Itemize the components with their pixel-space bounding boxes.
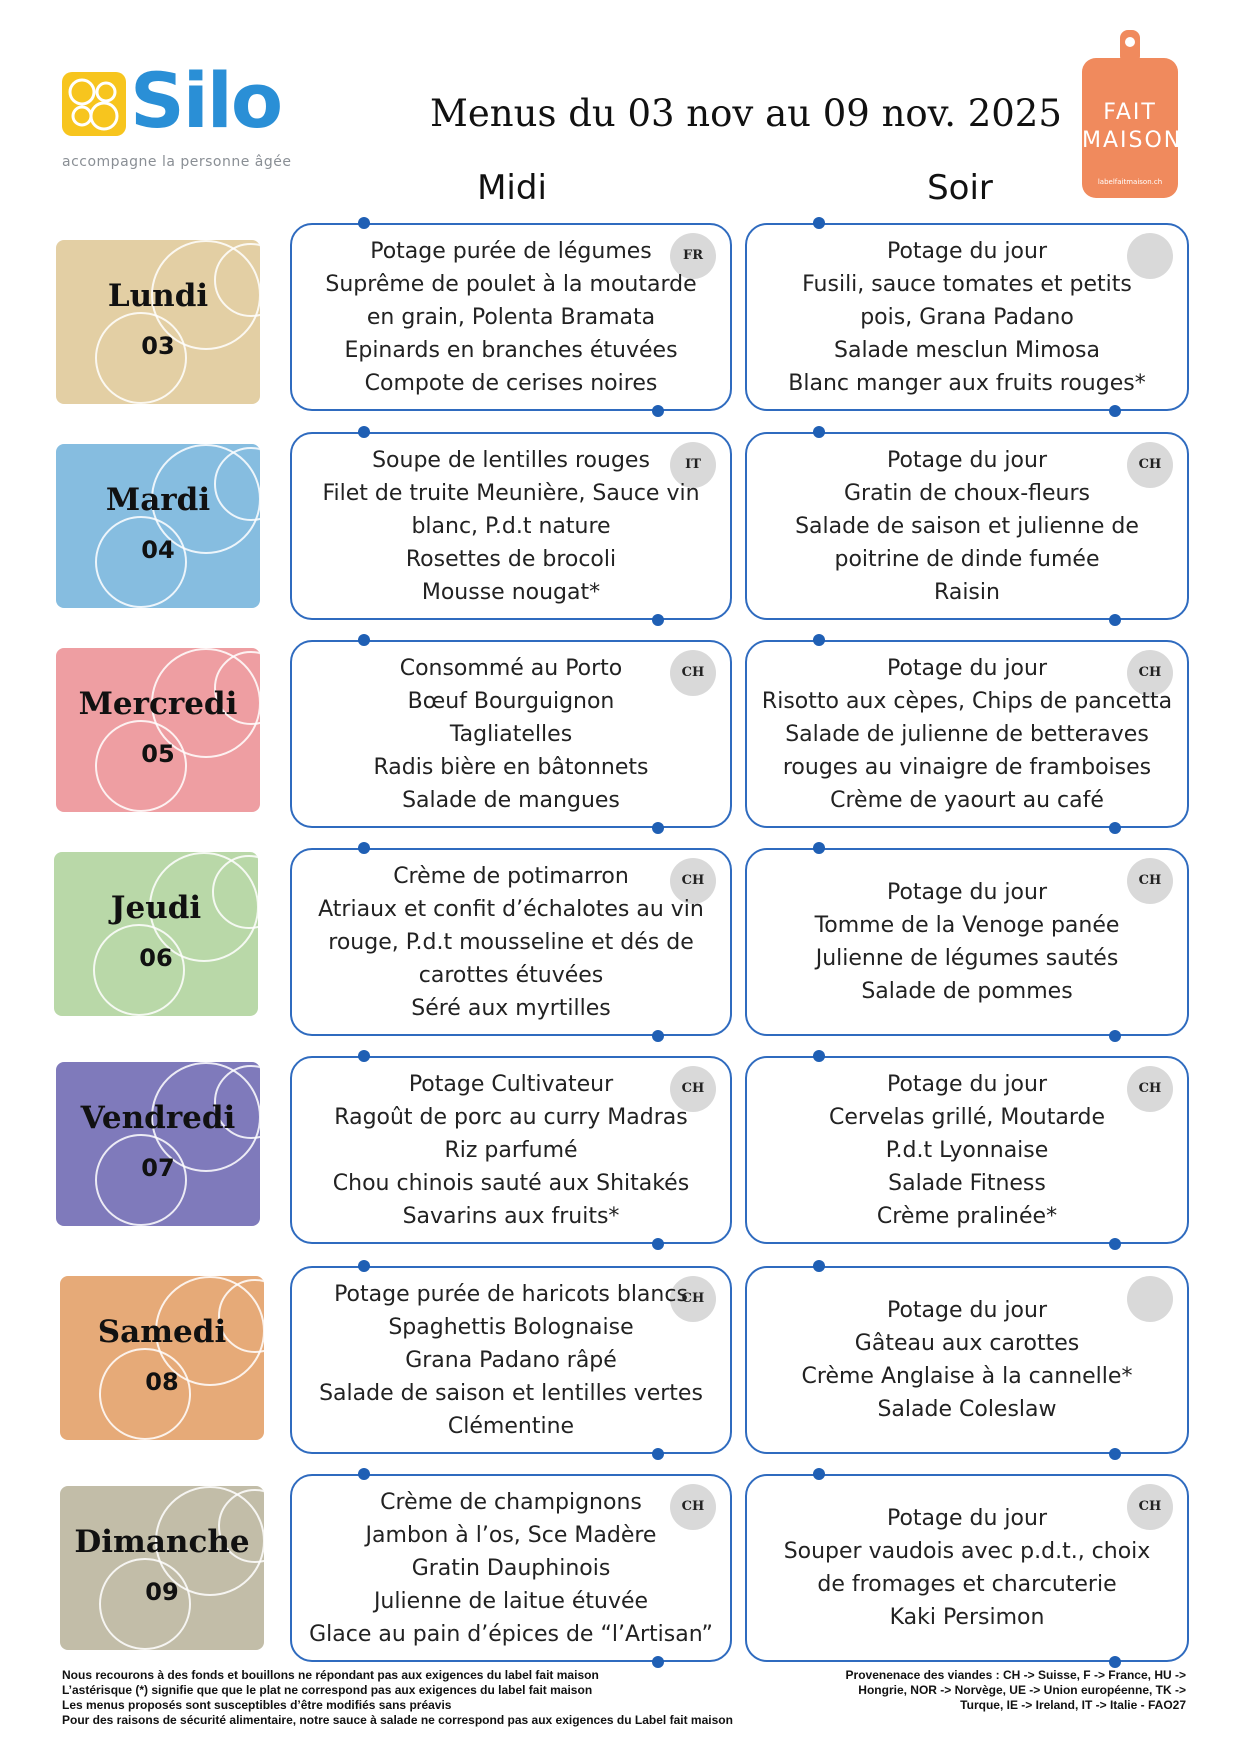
day-name: Lundi bbox=[107, 278, 209, 314]
card-dot-bottom bbox=[1109, 1030, 1121, 1042]
day-number: 07 bbox=[141, 1154, 175, 1182]
dish-list bbox=[304, 235, 718, 399]
dish-line: Potage Cultivateur bbox=[408, 1071, 614, 1097]
dish-line: Julienne de laitue étuvée bbox=[373, 1588, 649, 1614]
dish-line: Salade de saison et julienne de bbox=[795, 513, 1139, 539]
dish-line: Crème de champignons bbox=[380, 1489, 642, 1515]
dish-list bbox=[759, 235, 1175, 399]
dish-line: Salade de mangues bbox=[402, 787, 620, 813]
decorative-circles-icon bbox=[56, 444, 260, 608]
decorative-circles-icon bbox=[56, 648, 260, 812]
dish-line: Fusili, sauce tomates et petits bbox=[802, 271, 1132, 297]
dish-line: en grain, Polenta Bramata bbox=[366, 304, 656, 330]
card-dot-top bbox=[813, 217, 825, 229]
column-header-midi: Midi bbox=[477, 168, 547, 208]
dish-line: Raisin bbox=[934, 579, 1000, 605]
menu-card-midi bbox=[290, 1266, 732, 1454]
menu-card-midi bbox=[290, 848, 732, 1036]
card-dot-bottom bbox=[652, 614, 664, 626]
dish-line: Salade Fitness bbox=[888, 1170, 1046, 1196]
card-dot-top bbox=[358, 634, 370, 646]
dish-line: Chou chinois sauté aux Shitakés bbox=[332, 1170, 690, 1196]
dish-line: Glace au pain d’épices de “l’Artisan” bbox=[309, 1621, 713, 1647]
dish-line: Consommé au Porto bbox=[399, 655, 623, 681]
dish-line: Gratin Dauphinois bbox=[411, 1555, 611, 1581]
menu-card-soir bbox=[745, 640, 1189, 828]
menu-card-soir bbox=[745, 1474, 1189, 1662]
logo-subtitle: accompagne la personne âgée bbox=[62, 154, 292, 170]
page-title: Menus du 03 nov au 09 nov. 2025 bbox=[430, 92, 1062, 135]
card-dot-top bbox=[358, 1468, 370, 1480]
card-dot-top bbox=[813, 426, 825, 438]
card-dot-top bbox=[813, 1260, 825, 1272]
decorative-circles-icon bbox=[60, 1486, 264, 1650]
card-dot-bottom bbox=[652, 1656, 664, 1668]
dish-line: Tomme de la Venoge panée bbox=[814, 913, 1120, 938]
card-dot-bottom bbox=[652, 822, 664, 834]
day-number: 04 bbox=[141, 536, 175, 564]
origin-badge: CH bbox=[670, 858, 716, 904]
origin-badge: CH bbox=[670, 1276, 716, 1322]
dish-line: Salade Coleslaw bbox=[877, 1397, 1057, 1422]
origin-badge: CH bbox=[1127, 858, 1173, 904]
day-tile bbox=[56, 1062, 260, 1226]
menu-card-midi bbox=[290, 432, 732, 620]
menu-card-soir bbox=[745, 223, 1189, 411]
footer-notes bbox=[62, 1668, 733, 1728]
card-dot-bottom bbox=[1109, 1238, 1121, 1250]
day-number: 06 bbox=[139, 944, 173, 972]
dish-line: Salade de julienne de betteraves bbox=[785, 721, 1149, 747]
dish-line: poitrine de dinde fumée bbox=[834, 546, 1100, 572]
dish-line: Julienne de légumes sautés bbox=[815, 946, 1119, 971]
card-dot-top bbox=[813, 1468, 825, 1480]
menu-card-midi bbox=[290, 1474, 732, 1662]
dish-line: Blanc manger aux fruits rouges* bbox=[788, 370, 1146, 396]
menu-card-midi bbox=[290, 1056, 732, 1244]
day-number: 03 bbox=[141, 332, 175, 360]
decorative-circles-icon bbox=[56, 240, 260, 404]
card-dot-top bbox=[358, 842, 370, 854]
dish-line: Suprême de poulet à la moutarde bbox=[325, 271, 697, 297]
dish-list bbox=[759, 1278, 1175, 1442]
decorative-circles-icon bbox=[60, 1276, 264, 1440]
origin-badge: CH bbox=[670, 650, 716, 696]
dish-line: Crème de potimarron bbox=[393, 863, 629, 889]
footer-meat-origin bbox=[806, 1668, 1186, 1713]
dish-line: Potage du jour bbox=[886, 1298, 1047, 1323]
dish-line: Riz parfumé bbox=[444, 1137, 578, 1163]
menu-card-midi bbox=[290, 223, 732, 411]
dish-line: Soupe de lentilles rouges bbox=[372, 447, 650, 473]
silo-logo-mark-icon bbox=[62, 72, 126, 136]
column-header-soir: Soir bbox=[927, 168, 993, 208]
card-dot-top bbox=[358, 1050, 370, 1062]
dish-line: Epinards en branches étuvées bbox=[344, 337, 678, 363]
card-dot-bottom bbox=[652, 1238, 664, 1250]
dish-line: Bœuf Bourguignon bbox=[407, 688, 615, 714]
origin-badge: CH bbox=[670, 1484, 716, 1530]
origin-badge: IT bbox=[670, 442, 716, 488]
dish-line: Spaghettis Bolognaise bbox=[388, 1314, 634, 1340]
dish-line: Potage du jour bbox=[886, 238, 1047, 264]
dish-list bbox=[304, 1486, 718, 1650]
dish-line: Salade de saison et lentilles vertes bbox=[319, 1380, 703, 1406]
logo-text: Silo bbox=[130, 56, 282, 145]
dish-list bbox=[759, 1068, 1175, 1232]
dish-line: Potage du jour bbox=[886, 1506, 1047, 1531]
card-dot-bottom bbox=[652, 1448, 664, 1460]
dish-line: Atriaux et confit d’échalotes au vin bbox=[318, 896, 704, 922]
day-number: 08 bbox=[145, 1368, 179, 1396]
card-dot-bottom bbox=[1109, 614, 1121, 626]
dish-line: Rosettes de brocoli bbox=[405, 546, 617, 572]
day-number: 05 bbox=[141, 740, 175, 768]
decorative-circles-icon bbox=[54, 852, 258, 1016]
dish-line: Gratin de choux-fleurs bbox=[844, 480, 1090, 506]
silo-logo bbox=[62, 56, 312, 180]
card-dot-top bbox=[813, 842, 825, 854]
dish-line: Potage purée de légumes bbox=[370, 238, 652, 264]
footer-note: Pour des raisons de sécurité alimentaire, notre sauce à salade ne correspond pas aux exigences du Label fait maison bbox=[62, 1713, 733, 1727]
dish-line: carottes étuvées bbox=[418, 962, 604, 988]
dish-line: Grana Padano râpé bbox=[405, 1347, 617, 1373]
dish-line: Séré aux myrtilles bbox=[411, 995, 611, 1021]
origin-badge: FR bbox=[670, 233, 716, 279]
dish-line: Clémentine bbox=[447, 1413, 575, 1439]
dish-line: de fromages et charcuterie bbox=[817, 1572, 1117, 1597]
day-tile bbox=[56, 240, 260, 404]
dish-line: Potage du jour bbox=[886, 447, 1047, 473]
dish-list bbox=[304, 1068, 718, 1232]
footer-origin-line: Provenenace des viandes : CH -> Suisse, F -> France, HU -> bbox=[845, 1668, 1186, 1682]
badge-line1: FAIT bbox=[1103, 100, 1157, 125]
dish-line: Potage du jour bbox=[886, 880, 1047, 905]
decorative-circles-icon bbox=[56, 1062, 260, 1226]
dish-line: Crème de yaourt au café bbox=[830, 787, 1104, 813]
dish-line: Filet de truite Meunière, Sauce vin bbox=[322, 480, 700, 506]
day-tile bbox=[54, 852, 258, 1016]
origin-badge: CH bbox=[1127, 442, 1173, 488]
day-name: Jeudi bbox=[110, 890, 202, 926]
dish-line: pois, Grana Padano bbox=[860, 304, 1074, 330]
badge-line2: MAISON bbox=[1082, 128, 1183, 153]
dish-line: Salade de pommes bbox=[861, 979, 1073, 1004]
dish-list bbox=[759, 652, 1175, 816]
menu-card-soir bbox=[745, 1056, 1189, 1244]
dish-line: Salade mesclun Mimosa bbox=[834, 337, 1100, 363]
dish-list bbox=[759, 1486, 1175, 1650]
card-dot-top bbox=[813, 634, 825, 646]
dish-line: Potage du jour bbox=[886, 655, 1047, 681]
dish-line: Mousse nougat* bbox=[421, 579, 601, 605]
dish-list bbox=[304, 1278, 718, 1442]
card-dot-top bbox=[813, 1050, 825, 1062]
dish-line: Savarins aux fruits* bbox=[402, 1203, 620, 1229]
day-tile bbox=[56, 444, 260, 608]
dish-line: rouges au vinaigre de framboises bbox=[782, 754, 1152, 780]
day-tile bbox=[60, 1276, 264, 1440]
card-dot-bottom bbox=[652, 1030, 664, 1042]
footer-note: L’astérisque (*) signifie que que le plat ne correspond pas aux exigences du label fait maison bbox=[62, 1683, 593, 1697]
card-dot-bottom bbox=[1109, 1656, 1121, 1668]
origin-badge: CH bbox=[1127, 1066, 1173, 1112]
dish-list bbox=[759, 860, 1175, 1024]
card-dot-top bbox=[358, 217, 370, 229]
dish-line: Risotto aux cèpes, Chips de pancetta bbox=[761, 688, 1173, 714]
dish-line: Jambon à l’os, Sce Madère bbox=[365, 1522, 657, 1548]
card-dot-top bbox=[358, 426, 370, 438]
day-name: Mardi bbox=[105, 482, 211, 518]
menu-card-soir bbox=[745, 432, 1189, 620]
dish-list bbox=[304, 444, 718, 608]
footer-origin-line: Turque, IE -> Ireland, IT -> Italie - FAO27 bbox=[960, 1698, 1186, 1712]
dish-line: Crème Anglaise à la cannelle* bbox=[801, 1364, 1133, 1389]
dish-line: Compote de cerises noires bbox=[364, 370, 658, 396]
dish-line: Potage du jour bbox=[886, 1071, 1047, 1097]
card-dot-bottom bbox=[652, 405, 664, 417]
menu-card-soir bbox=[745, 1266, 1189, 1454]
card-dot-top bbox=[358, 1260, 370, 1272]
day-name: Samedi bbox=[97, 1314, 227, 1350]
dish-line: Kaki Persimon bbox=[889, 1605, 1045, 1630]
origin-badge: CH bbox=[670, 1066, 716, 1112]
dish-line: Crème pralinée* bbox=[876, 1203, 1058, 1229]
origin-badge: CH bbox=[1127, 1484, 1173, 1530]
footer-origin-line: Hongrie, NOR -> Norvège, UE -> Union européenne, TK -> bbox=[858, 1683, 1186, 1697]
dish-line: Cervelas grillé, Moutarde bbox=[828, 1104, 1106, 1130]
dish-line: rouge, P.d.t mousseline et dés de bbox=[328, 929, 694, 955]
dish-line: Gâteau aux carottes bbox=[854, 1331, 1080, 1356]
dish-line: P.d.t Lyonnaise bbox=[885, 1137, 1049, 1163]
footer-note: Nous recourons à des fonds et bouillons ne répondant pas aux exigences du label fait maison bbox=[62, 1668, 599, 1682]
dish-list bbox=[304, 652, 718, 816]
origin-badge: CH bbox=[1127, 650, 1173, 696]
card-dot-bottom bbox=[1109, 1448, 1121, 1460]
day-name: Dimanche bbox=[74, 1524, 250, 1560]
dish-line: blanc, P.d.t nature bbox=[411, 513, 611, 539]
dish-line: Tagliatelles bbox=[449, 721, 573, 747]
badge-url: labelfaitmaison.ch bbox=[1097, 178, 1163, 186]
menu-card-midi bbox=[290, 640, 732, 828]
day-number: 09 bbox=[145, 1578, 179, 1606]
day-tile bbox=[60, 1486, 264, 1650]
dish-list bbox=[304, 860, 718, 1024]
card-dot-bottom bbox=[1109, 822, 1121, 834]
card-dot-bottom bbox=[1109, 405, 1121, 417]
menu-card-soir bbox=[745, 848, 1189, 1036]
dish-line: Potage purée de haricots blancs bbox=[334, 1281, 688, 1307]
dish-line: Radis bière en bâtonnets bbox=[373, 754, 649, 780]
day-name: Mercredi bbox=[78, 686, 238, 722]
dish-line: Souper vaudois avec p.d.t., choix bbox=[783, 1539, 1151, 1564]
dish-line: Ragoût de porc au curry Madras bbox=[334, 1104, 688, 1130]
dish-list bbox=[759, 444, 1175, 608]
day-name: Vendredi bbox=[80, 1100, 236, 1136]
footer-note: Les menus proposés sont susceptibles d’être modifiés sans préavis bbox=[62, 1698, 452, 1712]
day-tile bbox=[56, 648, 260, 812]
